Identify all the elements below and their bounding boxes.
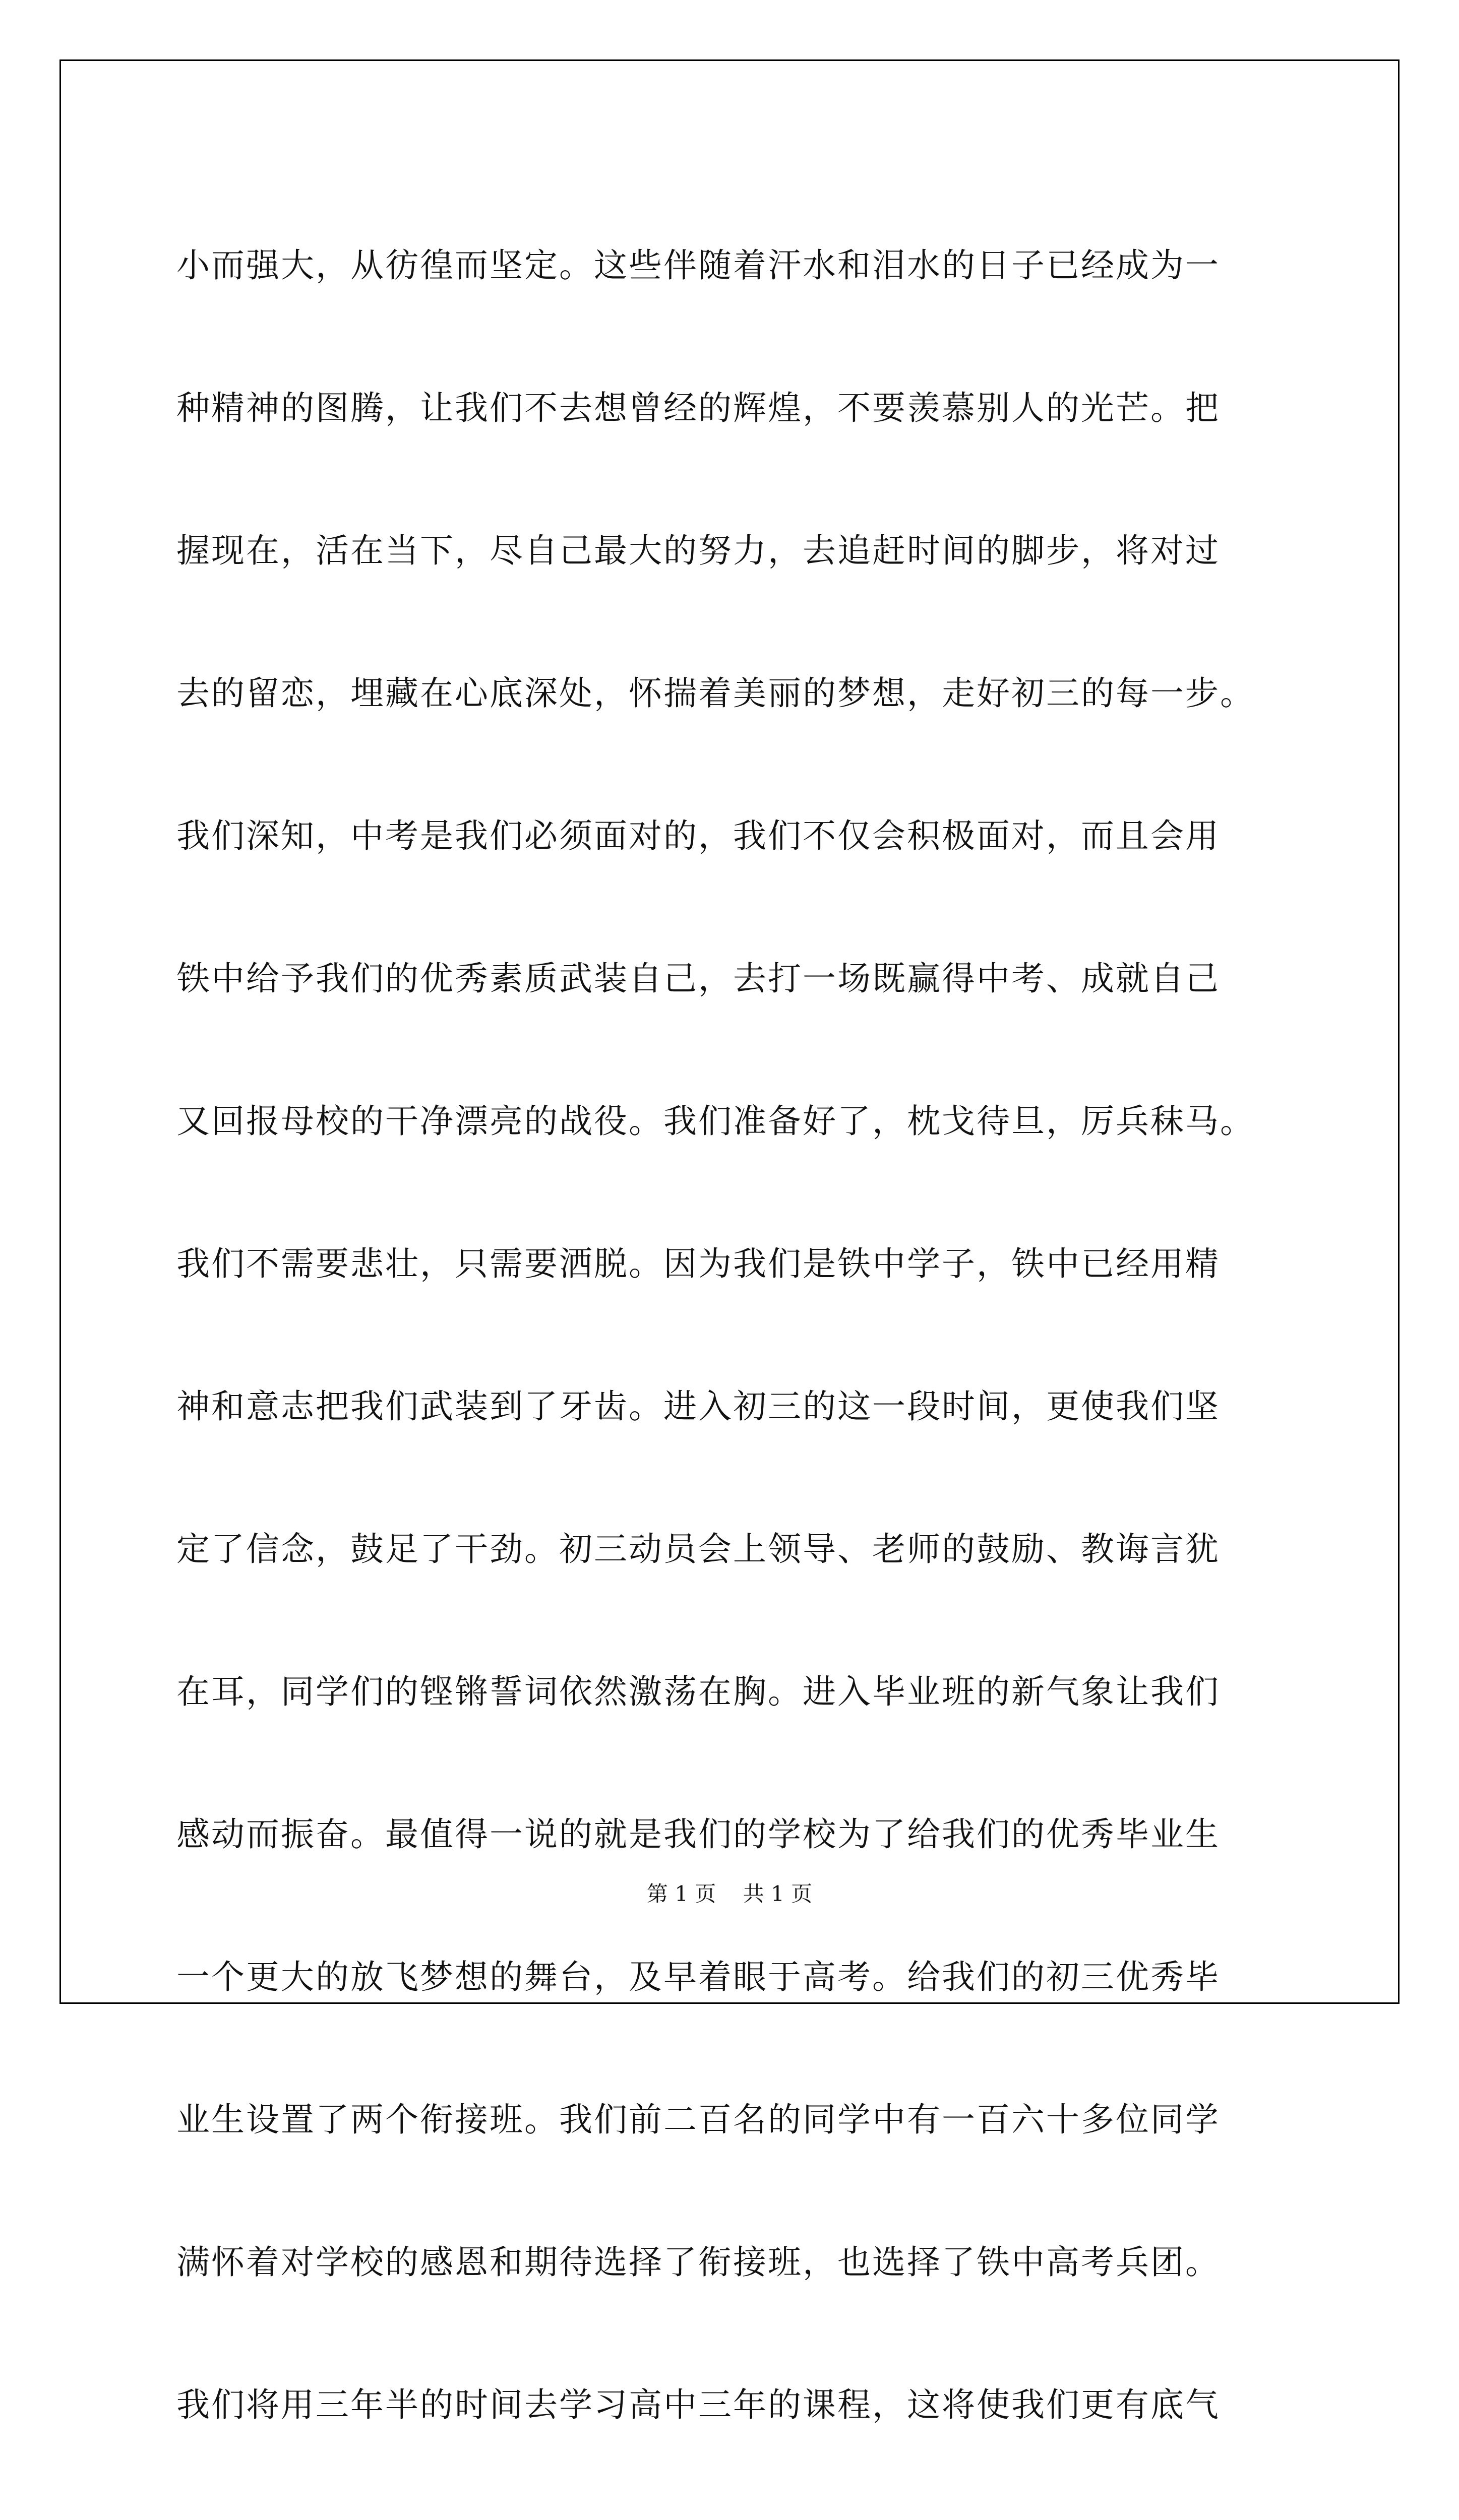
text-line: 种精神的图腾，让我们不去想曾经的辉煌，不要羡慕别人的光芒。把 [176, 389, 1220, 427]
text-line: 我们不需要悲壮，只需要洒脱。因为我们是铁中学子，铁中已经用精 [176, 1244, 1220, 1283]
text-line [176, 2476, 1286, 2520]
text-line: 满怀着对学校的感恩和期待选择了衔接班，也选择了铁中高考兵团。 [176, 2243, 1220, 2282]
page-footer: 第 1 页 共 1 页 [646, 1881, 813, 1906]
text-line: 业生设置了两个衔接班。我们前二百名的同学中有一百六十多位同学 [176, 2100, 1220, 2139]
text-line: 神和意志把我们武装到了牙齿。进入初三的这一段时间，更使我们坚 [176, 1387, 1220, 1426]
text-line: 握现在，活在当下，尽自己最大的努力，去追赶时间的脚步，将对过 [176, 531, 1220, 570]
text-line: 一个更大的放飞梦想的舞台，及早着眼于高考。给我们的初三优秀毕 [176, 1958, 1220, 1996]
text-line: 感动而振奋。最值得一说的就是我们的学校为了给我们的优秀毕业生 [176, 1815, 1220, 1854]
text-line: 小而强大，从彷徨而坚定。这些伴随着汗水和泪水的日子已经成为一 [176, 246, 1220, 285]
text-line: 我们将用三年半的时间去学习高中三年的课程，这将使我们更有底气 [176, 2385, 1220, 2424]
text-line: 我们深知，中考是我们必须面对的，我们不仅会积极面对，而且会用 [176, 816, 1220, 855]
document-body [176, 194, 1286, 2520]
text-line: 去的留恋，埋藏在心底深处，怀揣着美丽的梦想，走好初三的每一步。 [176, 674, 1255, 713]
text-line: 铁中给予我们的优秀素质武装自己，去打一场既赢得中考、成就自己 [176, 959, 1220, 998]
text-line: 又回报母校的干净漂亮的战役。我们准备好了，枕戈待旦，厉兵秣马。 [176, 1102, 1255, 1141]
text-line: 在耳，同学们的铿锵誓词依然激荡在胸。进入毕业班的新气象让我们 [176, 1672, 1220, 1711]
text-line: 定了信念，鼓足了干劲。初三动员会上领导、老师的鼓励、教诲言犹 [176, 1530, 1220, 1568]
